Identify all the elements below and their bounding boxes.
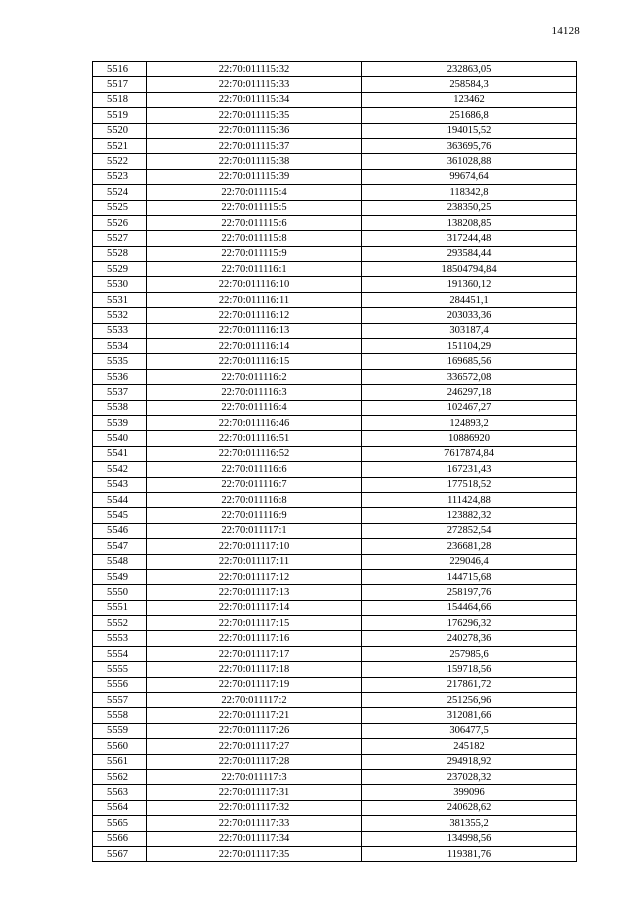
row-number-cell: 5553: [93, 631, 147, 646]
row-number-cell: 5527: [93, 231, 147, 246]
row-number-cell: 5550: [93, 585, 147, 600]
cadastral-value-cell: 217861,72: [362, 677, 577, 692]
cadastral-value-cell: 251256,96: [362, 693, 577, 708]
cadastral-number-cell: 22:70:011116:3: [147, 385, 362, 400]
cadastral-number-cell: 22:70:011117:12: [147, 569, 362, 584]
cadastral-value-cell: 191360,12: [362, 277, 577, 292]
cadastral-value-cell: 118342,8: [362, 185, 577, 200]
cadastral-value-cell: 177518,52: [362, 477, 577, 492]
row-number-cell: 5556: [93, 677, 147, 692]
row-number-cell: 5551: [93, 600, 147, 615]
row-number-cell: 5531: [93, 292, 147, 307]
cadastral-number-cell: 22:70:011116:11: [147, 292, 362, 307]
cadastral-number-cell: 22:70:011115:39: [147, 169, 362, 184]
cadastral-number-cell: 22:70:011115:32: [147, 62, 362, 77]
table-row: [93, 431, 577, 446]
cadastral-value-cell: 169685,56: [362, 354, 577, 369]
cadastral-number-cell: 22:70:011117:32: [147, 800, 362, 815]
table-row: [93, 739, 577, 754]
table-row: [93, 62, 577, 77]
cadastral-number-cell: 22:70:011116:15: [147, 354, 362, 369]
table-body: [93, 62, 577, 862]
cadastral-number-cell: 22:70:011117:16: [147, 631, 362, 646]
cadastral-number-cell: 22:70:011116:10: [147, 277, 362, 292]
row-number-cell: 5540: [93, 431, 147, 446]
row-number-cell: 5552: [93, 616, 147, 631]
row-number-cell: 5535: [93, 354, 147, 369]
table-row: [93, 400, 577, 415]
row-number-cell: 5523: [93, 169, 147, 184]
cadastral-value-cell: 363695,76: [362, 138, 577, 153]
cadastral-value-cell: 336572,08: [362, 369, 577, 384]
cadastral-number-cell: 22:70:011117:26: [147, 723, 362, 738]
cadastral-number-cell: 22:70:011115:37: [147, 138, 362, 153]
row-number-cell: 5546: [93, 523, 147, 538]
page-number: 14128: [551, 25, 580, 37]
row-number-cell: 5525: [93, 200, 147, 215]
table-row: [93, 554, 577, 569]
table-row: [93, 323, 577, 338]
table-row: [93, 154, 577, 169]
table-row: [93, 831, 577, 846]
table-row: [93, 846, 577, 861]
cadastral-number-cell: 22:70:011117:11: [147, 554, 362, 569]
row-number-cell: 5519: [93, 108, 147, 123]
row-number-cell: 5554: [93, 646, 147, 661]
row-number-cell: 5564: [93, 800, 147, 815]
row-number-cell: 5522: [93, 154, 147, 169]
cadastral-number-cell: 22:70:011116:9: [147, 508, 362, 523]
table-row: [93, 662, 577, 677]
cadastral-value-cell: 258584,3: [362, 77, 577, 92]
cadastral-value-cell: 119381,76: [362, 846, 577, 861]
cadastral-value-cell: 124893,2: [362, 415, 577, 430]
table-row: [93, 246, 577, 261]
cadastral-value-cell: 144715,68: [362, 569, 577, 584]
table-row: [93, 492, 577, 507]
cadastral-value-cell: 258197,76: [362, 585, 577, 600]
cadastral-number-cell: 22:70:011116:51: [147, 431, 362, 446]
row-number-cell: 5548: [93, 554, 147, 569]
table-row: [93, 800, 577, 815]
cadastral-value-cell: 123882,32: [362, 508, 577, 523]
table-row: [93, 385, 577, 400]
cadastral-number-cell: 22:70:011115:8: [147, 231, 362, 246]
cadastral-value-cell: 134998,56: [362, 831, 577, 846]
cadastral-value-cell: 257985,6: [362, 646, 577, 661]
table-row: [93, 693, 577, 708]
table-row: [93, 446, 577, 461]
cadastral-number-cell: 22:70:011117:15: [147, 616, 362, 631]
row-number-cell: 5529: [93, 262, 147, 277]
cadastral-value-cell: 381355,2: [362, 816, 577, 831]
row-number-cell: 5533: [93, 323, 147, 338]
table-row: [93, 369, 577, 384]
cadastral-number-cell: 22:70:011117:18: [147, 662, 362, 677]
cadastral-value-table: [92, 61, 577, 862]
table-row: [93, 200, 577, 215]
row-number-cell: 5532: [93, 308, 147, 323]
cadastral-number-cell: 22:70:011115:38: [147, 154, 362, 169]
cadastral-value-cell: 194015,52: [362, 123, 577, 138]
table-row: [93, 646, 577, 661]
cadastral-value-cell: 99674,64: [362, 169, 577, 184]
row-number-cell: 5560: [93, 739, 147, 754]
cadastral-number-cell: 22:70:011116:46: [147, 415, 362, 430]
cadastral-value-cell: 399096: [362, 785, 577, 800]
cadastral-value-cell: 18504794,84: [362, 262, 577, 277]
cadastral-value-cell: 167231,43: [362, 462, 577, 477]
cadastral-value-cell: 10886920: [362, 431, 577, 446]
cadastral-value-cell: 312081,66: [362, 708, 577, 723]
row-number-cell: 5520: [93, 123, 147, 138]
cadastral-number-cell: 22:70:011117:1: [147, 523, 362, 538]
table-row: [93, 92, 577, 107]
table-row: [93, 462, 577, 477]
cadastral-number-cell: 22:70:011115:34: [147, 92, 362, 107]
cadastral-value-cell: 232863,05: [362, 62, 577, 77]
table-row: [93, 215, 577, 230]
cadastral-number-cell: 22:70:011116:52: [147, 446, 362, 461]
cadastral-value-cell: 251686,8: [362, 108, 577, 123]
cadastral-number-cell: 22:70:011116:2: [147, 369, 362, 384]
row-number-cell: 5563: [93, 785, 147, 800]
table-row: [93, 677, 577, 692]
row-number-cell: 5545: [93, 508, 147, 523]
table-row: [93, 262, 577, 277]
cadastral-number-cell: 22:70:011115:35: [147, 108, 362, 123]
cadastral-number-cell: 22:70:011117:19: [147, 677, 362, 692]
table-row: [93, 785, 577, 800]
cadastral-number-cell: 22:70:011117:14: [147, 600, 362, 615]
table-row: [93, 77, 577, 92]
row-number-cell: 5558: [93, 708, 147, 723]
cadastral-number-cell: 22:70:011116:4: [147, 400, 362, 415]
cadastral-value-cell: 176296,32: [362, 616, 577, 631]
cadastral-number-cell: 22:70:011115:36: [147, 123, 362, 138]
cadastral-value-cell: 236681,28: [362, 539, 577, 554]
table-row: [93, 569, 577, 584]
cadastral-value-cell: 138208,85: [362, 215, 577, 230]
row-number-cell: 5521: [93, 138, 147, 153]
cadastral-value-cell: 361028,88: [362, 154, 577, 169]
cadastral-value-cell: 303187,4: [362, 323, 577, 338]
cadastral-value-cell: 203033,36: [362, 308, 577, 323]
row-number-cell: 5537: [93, 385, 147, 400]
cadastral-value-cell: 111424,88: [362, 492, 577, 507]
table-row: [93, 523, 577, 538]
cadastral-number-cell: 22:70:011115:5: [147, 200, 362, 215]
row-number-cell: 5562: [93, 769, 147, 784]
row-number-cell: 5555: [93, 662, 147, 677]
cadastral-number-cell: 22:70:011116:6: [147, 462, 362, 477]
cadastral-value-cell: 123462: [362, 92, 577, 107]
cadastral-value-cell: 159718,56: [362, 662, 577, 677]
cadastral-value-cell: 151104,29: [362, 339, 577, 354]
table-row: [93, 138, 577, 153]
row-number-cell: 5557: [93, 693, 147, 708]
table-row: [93, 600, 577, 615]
row-number-cell: 5566: [93, 831, 147, 846]
table-row: [93, 816, 577, 831]
table-row: [93, 308, 577, 323]
row-number-cell: 5541: [93, 446, 147, 461]
row-number-cell: 5534: [93, 339, 147, 354]
cadastral-number-cell: 22:70:011115:4: [147, 185, 362, 200]
table-row: [93, 508, 577, 523]
cadastral-value-cell: 240278,36: [362, 631, 577, 646]
cadastral-number-cell: 22:70:011115:33: [147, 77, 362, 92]
cadastral-value-cell: 306477,5: [362, 723, 577, 738]
table-row: [93, 339, 577, 354]
row-number-cell: 5544: [93, 492, 147, 507]
row-number-cell: 5539: [93, 415, 147, 430]
cadastral-value-cell: 238350,25: [362, 200, 577, 215]
cadastral-number-cell: 22:70:011117:10: [147, 539, 362, 554]
row-number-cell: 5536: [93, 369, 147, 384]
row-number-cell: 5516: [93, 62, 147, 77]
cadastral-value-cell: 294918,92: [362, 754, 577, 769]
cadastral-number-cell: 22:70:011117:27: [147, 739, 362, 754]
cadastral-number-cell: 22:70:011116:12: [147, 308, 362, 323]
table-row: [93, 185, 577, 200]
cadastral-number-cell: 22:70:011116:7: [147, 477, 362, 492]
table-row: [93, 477, 577, 492]
cadastral-value-cell: 229046,4: [362, 554, 577, 569]
table-row: [93, 708, 577, 723]
table-row: [93, 723, 577, 738]
row-number-cell: 5528: [93, 246, 147, 261]
row-number-cell: 5530: [93, 277, 147, 292]
cadastral-number-cell: 22:70:011117:21: [147, 708, 362, 723]
row-number-cell: 5547: [93, 539, 147, 554]
cadastral-number-cell: 22:70:011117:17: [147, 646, 362, 661]
row-number-cell: 5567: [93, 846, 147, 861]
row-number-cell: 5543: [93, 477, 147, 492]
row-number-cell: 5517: [93, 77, 147, 92]
table-row: [93, 585, 577, 600]
cadastral-value-cell: 154464,66: [362, 600, 577, 615]
table-row: [93, 108, 577, 123]
row-number-cell: 5538: [93, 400, 147, 415]
table-row: [93, 123, 577, 138]
cadastral-number-cell: 22:70:011115:9: [147, 246, 362, 261]
cadastral-value-cell: 246297,18: [362, 385, 577, 400]
cadastral-value-cell: 293584,44: [362, 246, 577, 261]
cadastral-value-cell: 272852,54: [362, 523, 577, 538]
table-row: [93, 631, 577, 646]
cadastral-number-cell: 22:70:011117:33: [147, 816, 362, 831]
cadastral-number-cell: 22:70:011116:14: [147, 339, 362, 354]
table-row: [93, 616, 577, 631]
cadastral-number-cell: 22:70:011116:13: [147, 323, 362, 338]
cadastral-number-cell: 22:70:011116:8: [147, 492, 362, 507]
row-number-cell: 5518: [93, 92, 147, 107]
row-number-cell: 5559: [93, 723, 147, 738]
cadastral-number-cell: 22:70:011117:2: [147, 693, 362, 708]
table-row: [93, 292, 577, 307]
row-number-cell: 5561: [93, 754, 147, 769]
table-row: [93, 415, 577, 430]
table-row: [93, 539, 577, 554]
cadastral-value-cell: 102467,27: [362, 400, 577, 415]
row-number-cell: 5524: [93, 185, 147, 200]
table-row: [93, 769, 577, 784]
table-row: [93, 754, 577, 769]
cadastral-number-cell: 22:70:011117:3: [147, 769, 362, 784]
cadastral-value-cell: 317244,48: [362, 231, 577, 246]
row-number-cell: 5542: [93, 462, 147, 477]
cadastral-number-cell: 22:70:011115:6: [147, 215, 362, 230]
cadastral-number-cell: 22:70:011117:28: [147, 754, 362, 769]
cadastral-number-cell: 22:70:011117:35: [147, 846, 362, 861]
cadastral-value-cell: 240628,62: [362, 800, 577, 815]
table-row: [93, 231, 577, 246]
cadastral-value-cell: 245182: [362, 739, 577, 754]
table-row: [93, 277, 577, 292]
row-number-cell: 5526: [93, 215, 147, 230]
cadastral-number-cell: 22:70:011117:13: [147, 585, 362, 600]
cadastral-value-cell: 237028,32: [362, 769, 577, 784]
cadastral-number-cell: 22:70:011117:31: [147, 785, 362, 800]
cadastral-number-cell: 22:70:011116:1: [147, 262, 362, 277]
cadastral-number-cell: 22:70:011117:34: [147, 831, 362, 846]
cadastral-value-cell: 284451,1: [362, 292, 577, 307]
cadastral-value-cell: 7617874,84: [362, 446, 577, 461]
row-number-cell: 5565: [93, 816, 147, 831]
table-row: [93, 169, 577, 184]
row-number-cell: 5549: [93, 569, 147, 584]
table-row: [93, 354, 577, 369]
